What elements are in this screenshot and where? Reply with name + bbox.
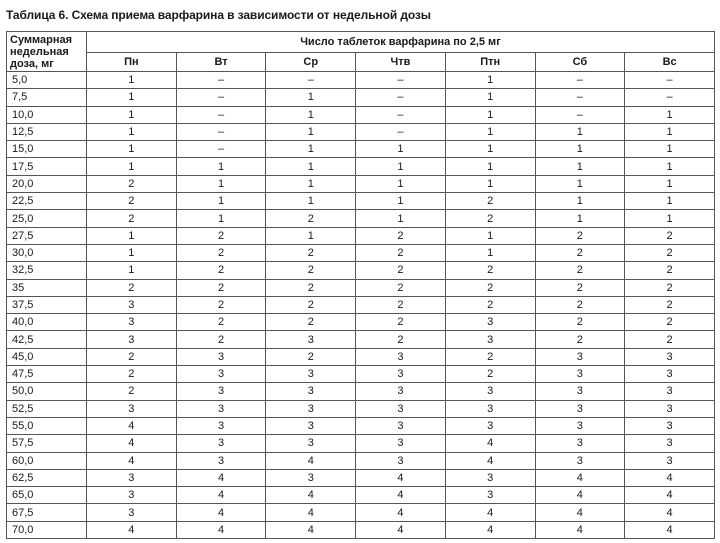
tablet-count-cell: 3	[445, 417, 535, 434]
tablet-count-cell: –	[266, 72, 356, 89]
table-row	[7, 366, 715, 383]
tablet-count-cell: 2	[266, 262, 356, 279]
day-header-mon: Пн	[87, 53, 177, 72]
tablet-count-cell: 3	[266, 469, 356, 486]
tablet-count-cell: 3	[625, 400, 715, 417]
tablet-count-cell: 3	[356, 366, 446, 383]
tablet-count-cell: 2	[445, 296, 535, 313]
tablet-count-cell: 1	[445, 175, 535, 192]
tablet-count-cell: 2	[87, 348, 177, 365]
tablet-count-cell: 4	[176, 504, 266, 521]
tablet-count-cell: 3	[87, 504, 177, 521]
tablet-count-cell: 4	[535, 487, 625, 504]
tablet-count-cell: 3	[356, 400, 446, 417]
tablet-count-cell: 2	[176, 244, 266, 261]
tablet-count-cell: 2	[445, 279, 535, 296]
table-row	[7, 314, 715, 331]
dose-cell: 40,0	[7, 314, 87, 331]
dose-cell: 15,0	[7, 141, 87, 158]
tablet-count-cell: 1	[445, 227, 535, 244]
tablet-count-cell: 4	[176, 521, 266, 538]
tablet-count-cell: 3	[625, 383, 715, 400]
tablet-count-cell: –	[356, 106, 446, 123]
table-row	[7, 469, 715, 486]
tablet-count-cell: 3	[266, 331, 356, 348]
table-row	[7, 435, 715, 452]
tablet-count-cell: 2	[87, 279, 177, 296]
tablet-count-cell: 3	[176, 435, 266, 452]
tablet-count-cell: 1	[87, 72, 177, 89]
tablet-count-cell: –	[176, 72, 266, 89]
tablet-count-header: Число таблеток варфарина по 2,5 мг	[87, 32, 715, 53]
tablet-count-cell: 1	[445, 123, 535, 140]
tablet-count-cell: –	[535, 89, 625, 106]
table-row	[7, 262, 715, 279]
tablet-count-cell: 1	[356, 158, 446, 175]
tablet-count-cell: 3	[266, 435, 356, 452]
tablet-count-cell: 2	[535, 262, 625, 279]
tablet-count-cell: 3	[535, 348, 625, 365]
tablet-count-cell: 3	[445, 400, 535, 417]
tablet-count-cell: 3	[625, 452, 715, 469]
dose-cell: 42,5	[7, 331, 87, 348]
dose-cell: 65,0	[7, 487, 87, 504]
dose-cell: 50,0	[7, 383, 87, 400]
table-title: Таблица 6. Схема приема варфарина в зависимости от недельной дозы	[6, 8, 431, 22]
tablet-count-cell: 2	[87, 175, 177, 192]
tablet-count-cell: 3	[445, 314, 535, 331]
table-row	[7, 158, 715, 175]
tablet-count-cell: 2	[356, 244, 446, 261]
dose-cell: 62,5	[7, 469, 87, 486]
table-row	[7, 521, 715, 538]
tablet-count-cell: 1	[87, 227, 177, 244]
tablet-count-cell: 1	[87, 123, 177, 140]
tablet-count-cell: 2	[356, 296, 446, 313]
day-header-wed: Ср	[266, 53, 356, 72]
tablet-count-cell: 3	[356, 383, 446, 400]
dose-cell: 37,5	[7, 296, 87, 313]
tablet-count-cell: 4	[176, 469, 266, 486]
tablet-count-cell: 2	[356, 262, 446, 279]
tablet-count-cell: 1	[445, 141, 535, 158]
tablet-count-cell: 4	[625, 487, 715, 504]
tablet-count-cell: 2	[445, 262, 535, 279]
tablet-count-cell: 2	[535, 331, 625, 348]
tablet-count-cell: 4	[625, 469, 715, 486]
tablet-count-cell: 3	[176, 366, 266, 383]
tablet-count-cell: 3	[356, 348, 446, 365]
tablet-count-cell: 2	[625, 262, 715, 279]
tablet-count-cell: 1	[266, 106, 356, 123]
tablet-count-cell: 2	[87, 366, 177, 383]
table-row	[7, 348, 715, 365]
tablet-count-cell: 3	[535, 452, 625, 469]
tablet-count-cell: 2	[625, 244, 715, 261]
tablet-count-cell: 4	[625, 504, 715, 521]
tablet-count-cell: 1	[445, 89, 535, 106]
tablet-count-cell: 2	[266, 244, 356, 261]
dose-cell: 47,5	[7, 366, 87, 383]
tablet-count-cell: 1	[87, 106, 177, 123]
tablet-count-cell: 1	[535, 193, 625, 210]
dose-cell: 55,0	[7, 417, 87, 434]
tablet-count-cell: 1	[625, 193, 715, 210]
tablet-count-cell: 4	[356, 487, 446, 504]
table-row	[7, 383, 715, 400]
dose-cell: 32,5	[7, 262, 87, 279]
tablet-count-cell: 3	[176, 400, 266, 417]
tablet-count-cell: 1	[266, 175, 356, 192]
tablet-count-cell: 4	[87, 435, 177, 452]
dose-cell: 5,0	[7, 72, 87, 89]
tablet-count-cell: 4	[356, 469, 446, 486]
tablet-count-cell: 1	[535, 175, 625, 192]
tablet-count-cell: 1	[625, 106, 715, 123]
dose-column-header: Суммарная недельная доза, мг	[7, 32, 87, 72]
tablet-count-cell: 3	[445, 383, 535, 400]
tablet-count-cell: 1	[266, 158, 356, 175]
dose-cell: 20,0	[7, 175, 87, 192]
tablet-count-cell: 1	[266, 227, 356, 244]
table-row	[7, 106, 715, 123]
tablet-count-cell: 2	[356, 331, 446, 348]
tablet-count-cell: 2	[87, 193, 177, 210]
tablet-count-cell: –	[176, 123, 266, 140]
tablet-count-cell: 1	[87, 89, 177, 106]
dose-cell: 67,5	[7, 504, 87, 521]
tablet-count-cell: 3	[535, 435, 625, 452]
day-header-fri: Птн	[445, 53, 535, 72]
tablet-count-cell: 3	[445, 487, 535, 504]
tablet-count-cell: 2	[87, 210, 177, 227]
table-row	[7, 417, 715, 434]
tablet-count-cell: 1	[625, 210, 715, 227]
tablet-count-cell: 2	[535, 244, 625, 261]
table-row	[7, 141, 715, 158]
tablet-count-cell: 4	[445, 435, 535, 452]
tablet-count-cell: 1	[266, 89, 356, 106]
dose-cell: 30,0	[7, 244, 87, 261]
tablet-count-cell: 1	[535, 158, 625, 175]
tablet-count-cell: 2	[625, 314, 715, 331]
tablet-count-cell: 3	[266, 417, 356, 434]
dose-cell: 35	[7, 279, 87, 296]
tablet-count-cell: 3	[535, 383, 625, 400]
dose-cell: 12,5	[7, 123, 87, 140]
table-row	[7, 210, 715, 227]
tablet-count-cell: 3	[176, 383, 266, 400]
tablet-count-cell: –	[176, 89, 266, 106]
tablet-count-cell: 3	[625, 348, 715, 365]
table-row	[7, 331, 715, 348]
dose-cell: 10,0	[7, 106, 87, 123]
tablet-count-cell: 2	[176, 314, 266, 331]
tablet-count-cell: 1	[87, 158, 177, 175]
tablet-count-cell: 1	[266, 141, 356, 158]
tablet-count-cell: 2	[176, 296, 266, 313]
tablet-count-cell: 4	[356, 504, 446, 521]
table-row	[7, 123, 715, 140]
table-row	[7, 89, 715, 106]
tablet-count-cell: –	[535, 72, 625, 89]
tablet-count-cell: 1	[445, 244, 535, 261]
tablet-count-cell: –	[356, 123, 446, 140]
tablet-count-cell: 1	[87, 262, 177, 279]
tablet-count-cell: 1	[176, 158, 266, 175]
tablet-count-cell: 1	[535, 210, 625, 227]
tablet-count-cell: 2	[625, 227, 715, 244]
tablet-count-cell: 3	[266, 383, 356, 400]
tablet-count-cell: 3	[356, 435, 446, 452]
tablet-count-cell: 3	[445, 469, 535, 486]
tablet-count-cell: 2	[535, 314, 625, 331]
tablet-count-cell: –	[535, 106, 625, 123]
tablet-count-cell: 2	[266, 314, 356, 331]
tablet-count-cell: 2	[266, 210, 356, 227]
tablet-count-cell: 1	[176, 210, 266, 227]
tablet-count-cell: 3	[87, 469, 177, 486]
tablet-count-cell: 2	[445, 348, 535, 365]
tablet-count-cell: 3	[535, 400, 625, 417]
tablet-count-cell: 2	[625, 331, 715, 348]
dose-cell: 45,0	[7, 348, 87, 365]
dose-cell: 7,5	[7, 89, 87, 106]
table-row	[7, 296, 715, 313]
tablet-count-cell: 3	[356, 417, 446, 434]
table-row	[7, 279, 715, 296]
tablet-count-cell: 1	[625, 123, 715, 140]
tablet-count-cell: 3	[535, 366, 625, 383]
tablet-count-cell: 2	[356, 314, 446, 331]
tablet-count-cell: 3	[87, 331, 177, 348]
tablet-count-cell: 1	[445, 72, 535, 89]
tablet-count-cell: 3	[87, 400, 177, 417]
day-header-sat: Сб	[535, 53, 625, 72]
tablet-count-cell: 3	[176, 348, 266, 365]
tablet-count-cell: –	[625, 89, 715, 106]
tablet-count-cell: –	[356, 89, 446, 106]
tablet-count-cell: 2	[445, 193, 535, 210]
tablet-count-cell: 1	[625, 141, 715, 158]
table-row	[7, 504, 715, 521]
tablet-count-cell: 1	[266, 123, 356, 140]
tablet-count-cell: 1	[535, 123, 625, 140]
tablet-count-cell: 2	[535, 296, 625, 313]
day-header-thu: Чтв	[356, 53, 446, 72]
tablet-count-cell: 1	[625, 158, 715, 175]
tablet-count-cell: –	[625, 72, 715, 89]
tablet-count-cell: 4	[266, 521, 356, 538]
tablet-count-cell: 3	[625, 417, 715, 434]
tablet-count-cell: 1	[87, 141, 177, 158]
tablet-count-cell: 2	[87, 383, 177, 400]
tablet-count-cell: 2	[356, 279, 446, 296]
day-header-tue: Вт	[176, 53, 266, 72]
tablet-count-cell: 1	[266, 193, 356, 210]
tablet-count-cell: 2	[266, 296, 356, 313]
tablet-count-cell: 4	[535, 504, 625, 521]
tablet-count-cell: 1	[445, 158, 535, 175]
tablet-count-cell: 4	[445, 504, 535, 521]
tablet-count-cell: 3	[535, 417, 625, 434]
tablet-count-cell: 1	[535, 141, 625, 158]
tablet-count-cell: –	[176, 141, 266, 158]
table-row	[7, 227, 715, 244]
tablet-count-cell: 1	[176, 175, 266, 192]
tablet-count-cell: 4	[87, 452, 177, 469]
tablet-count-cell: –	[356, 72, 446, 89]
tablet-count-cell: 4	[535, 521, 625, 538]
table-row	[7, 244, 715, 261]
tablet-count-cell: 1	[625, 175, 715, 192]
tablet-count-cell: 2	[356, 227, 446, 244]
tablet-count-cell: 2	[535, 279, 625, 296]
dose-cell: 52,5	[7, 400, 87, 417]
tablet-count-cell: 4	[625, 521, 715, 538]
tablet-count-cell: 4	[266, 504, 356, 521]
tablet-count-cell: 1	[87, 244, 177, 261]
table-row	[7, 175, 715, 192]
warfarin-dosing-table	[6, 31, 715, 539]
tablet-count-cell: 2	[266, 279, 356, 296]
tablet-count-cell: 2	[535, 227, 625, 244]
dose-cell: 22,5	[7, 193, 87, 210]
tablet-count-cell: 4	[445, 452, 535, 469]
tablet-count-cell: 3	[266, 400, 356, 417]
tablet-count-cell: 4	[356, 521, 446, 538]
tablet-count-cell: 2	[266, 348, 356, 365]
tablet-count-cell: 2	[625, 296, 715, 313]
dose-cell: 70,0	[7, 521, 87, 538]
dose-cell: 60,0	[7, 452, 87, 469]
tablet-count-cell: 1	[356, 193, 446, 210]
tablet-count-cell: 3	[266, 366, 356, 383]
tablet-count-cell: 4	[445, 521, 535, 538]
tablet-count-cell: 2	[176, 262, 266, 279]
dose-cell: 57,5	[7, 435, 87, 452]
tablet-count-cell: 3	[625, 435, 715, 452]
table-row	[7, 452, 715, 469]
tablet-count-cell: –	[176, 106, 266, 123]
tablet-count-cell: 3	[87, 314, 177, 331]
tablet-count-cell: 2	[625, 279, 715, 296]
dose-cell: 17,5	[7, 158, 87, 175]
tablet-count-cell: 4	[176, 487, 266, 504]
tablet-count-cell: 4	[87, 417, 177, 434]
tablet-count-cell: 3	[87, 487, 177, 504]
tablet-count-cell: 2	[176, 331, 266, 348]
tablet-count-cell: 3	[176, 452, 266, 469]
tablet-count-cell: 1	[356, 210, 446, 227]
tablet-count-cell: 4	[535, 469, 625, 486]
table-row	[7, 487, 715, 504]
tablet-count-cell: 3	[356, 452, 446, 469]
tablet-count-cell: 3	[445, 331, 535, 348]
tablet-count-cell: 1	[176, 193, 266, 210]
tablet-count-cell: 3	[176, 417, 266, 434]
tablet-count-cell: 2	[445, 366, 535, 383]
tablet-count-cell: 2	[176, 227, 266, 244]
tablet-count-cell: 1	[356, 141, 446, 158]
tablet-count-cell: 3	[625, 366, 715, 383]
tablet-count-cell: 4	[87, 521, 177, 538]
tablet-count-cell: 3	[87, 296, 177, 313]
dose-cell: 25,0	[7, 210, 87, 227]
tablet-count-cell: 2	[445, 210, 535, 227]
table-row	[7, 193, 715, 210]
tablet-count-cell: 4	[266, 487, 356, 504]
table-row	[7, 400, 715, 417]
day-header-sun: Вс	[625, 53, 715, 72]
tablet-count-cell: 4	[266, 452, 356, 469]
tablet-count-cell: 1	[356, 175, 446, 192]
tablet-count-cell: 1	[445, 106, 535, 123]
dose-cell: 27,5	[7, 227, 87, 244]
tablet-count-cell: 2	[176, 279, 266, 296]
table-row	[7, 72, 715, 89]
